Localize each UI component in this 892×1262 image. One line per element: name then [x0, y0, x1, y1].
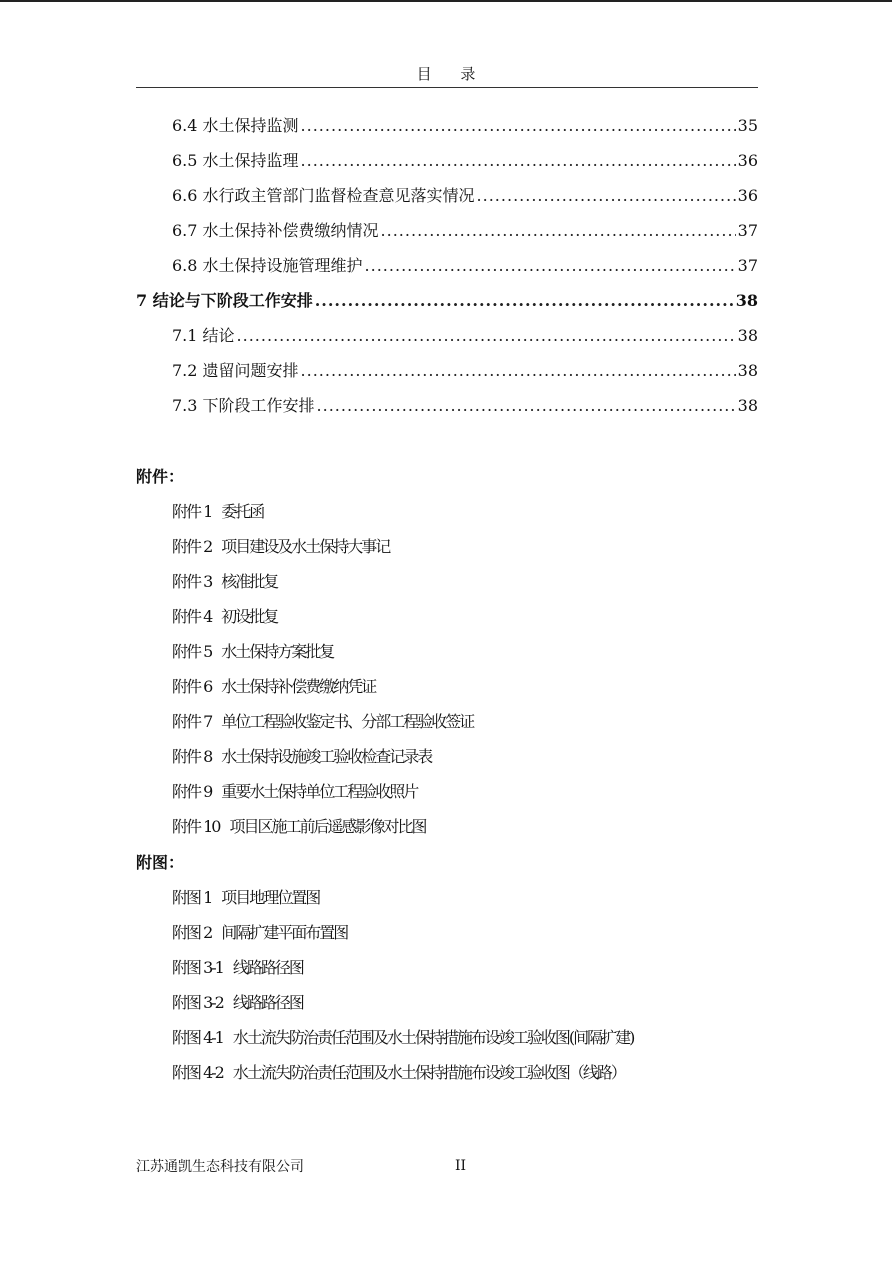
toc-entry[interactable] [136, 213, 758, 248]
toc-page-number: 38 [735, 291, 758, 310]
attachment-item [136, 809, 816, 844]
toc-entry-text: 7.3 下阶段工作安排 [172, 396, 315, 415]
table-of-contents [136, 108, 758, 423]
toc-dot-leader [315, 283, 734, 318]
toc-entry-text: 6.8 水土保持设施管理维护 [172, 256, 363, 275]
attachment-number: 附件 9 [172, 782, 212, 801]
toc-entry-text: 7.2 遗留问题安排 [172, 361, 299, 380]
attachments-section [136, 459, 816, 844]
toc-page-number: 37 [737, 221, 758, 240]
figure-item [136, 1055, 816, 1090]
figure-number: 附图 3-2 [172, 993, 223, 1012]
attachment-title: 单位工程验收鉴定书、分部工程验收签证 [221, 712, 474, 731]
attachment-number: 附件 8 [172, 747, 212, 766]
toc-dot-leader [317, 388, 736, 423]
attachment-number: 附件 2 [172, 537, 212, 556]
toc-entry-text: 7.1 结论 [172, 326, 235, 345]
toc-dot-leader [365, 248, 736, 283]
toc-entry-text: 7 结论与下阶段工作安排 [136, 291, 313, 310]
figure-item [136, 1020, 816, 1055]
page-header-title: 目 录 [416, 65, 488, 83]
figure-title: 间隔扩建平面布置图 [221, 923, 348, 942]
attachment-title: 核准批复 [221, 572, 278, 591]
toc-dot-leader [381, 213, 736, 248]
toc-dot-leader [237, 318, 736, 353]
toc-entry-text: 6.4 水土保持监测 [172, 116, 299, 135]
toc-chapter-entry[interactable] [136, 283, 758, 318]
figures-section [136, 845, 816, 1090]
figure-item [136, 915, 816, 950]
toc-entry[interactable] [136, 388, 758, 423]
attachment-item [136, 704, 816, 739]
toc-entry-text: 6.7 水土保持补偿费缴纳情况 [172, 221, 379, 240]
attachment-item [136, 634, 816, 669]
attachment-number: 附件 6 [172, 677, 212, 696]
figure-item [136, 950, 816, 985]
attachment-title: 项目建设及水土保持大事记 [221, 537, 390, 556]
attachment-item [136, 774, 816, 809]
toc-page-number: 36 [737, 151, 758, 170]
attachment-title: 项目区施工前后遥感影像对比图 [229, 817, 426, 836]
attachment-number: 附件 4 [172, 607, 212, 626]
attachment-item [136, 739, 816, 774]
figure-number: 附图 3-1 [172, 958, 223, 977]
footer-page-number: II [455, 1158, 467, 1174]
attachment-item [136, 494, 816, 529]
toc-page-number: 35 [737, 116, 758, 135]
toc-page-number: 37 [737, 256, 758, 275]
toc-page-number: 38 [737, 361, 758, 380]
attachment-title: 初设批复 [221, 607, 278, 626]
footer-company-name: 江苏通凯生态科技有限公司 [136, 1159, 304, 1175]
toc-entry[interactable] [136, 318, 758, 353]
page-top-border [0, 0, 892, 2]
attachment-title: 重要水土保持单位工程验收照片 [221, 782, 418, 801]
figure-number: 附图 4-1 [172, 1028, 223, 1047]
figure-title: 水土流失防治责任范围及水土保持措施布设竣工验收图(间隔扩建) [232, 1028, 634, 1047]
toc-entry[interactable] [136, 248, 758, 283]
toc-page-number: 38 [737, 396, 758, 415]
attachment-number: 附件 5 [172, 642, 212, 661]
toc-dot-leader [301, 143, 736, 178]
toc-dot-leader [477, 178, 736, 213]
toc-entry[interactable] [136, 178, 758, 213]
figure-title: 项目地理位置图 [221, 888, 320, 907]
figure-item [136, 985, 816, 1020]
toc-entry[interactable] [136, 353, 758, 388]
attachment-number: 附件 7 [172, 712, 212, 731]
attachment-title: 委托函 [221, 502, 264, 521]
attachment-number: 附件 3 [172, 572, 212, 591]
toc-dot-leader [301, 108, 736, 143]
figure-number: 附图 4-2 [172, 1063, 223, 1082]
attachment-item [136, 669, 816, 704]
toc-entry[interactable] [136, 108, 758, 143]
toc-entry-text: 6.6 水行政主管部门监督检查意见落实情况 [172, 186, 475, 205]
attachment-item [136, 529, 816, 564]
figure-number: 附图 2 [172, 923, 212, 942]
toc-page-number: 36 [737, 186, 758, 205]
figure-title: 水土流失防治责任范围及水土保持措施布设竣工验收图（线路） [232, 1063, 625, 1082]
figure-title: 线路路径图 [232, 993, 303, 1012]
header-rule [136, 87, 758, 88]
toc-entry-text: 6.5 水土保持监理 [172, 151, 299, 170]
figure-number: 附图 1 [172, 888, 212, 907]
toc-page-number: 38 [737, 326, 758, 345]
figures-heading: 附图： [136, 853, 185, 872]
toc-dot-leader [301, 353, 736, 388]
attachment-number: 附件 1 [172, 502, 212, 521]
toc-entry[interactable] [136, 143, 758, 178]
attachment-item [136, 599, 816, 634]
attachment-title: 水土保持方案批复 [221, 642, 334, 661]
attachments-heading: 附件： [136, 467, 185, 486]
figure-title: 线路路径图 [232, 958, 303, 977]
figure-item [136, 880, 816, 915]
attachment-number: 附件 10 [172, 817, 220, 836]
attachment-item [136, 564, 816, 599]
attachment-title: 水土保持补偿费缴纳凭证 [221, 677, 376, 696]
attachment-title: 水土保持设施竣工验收检查记录表 [221, 747, 432, 766]
